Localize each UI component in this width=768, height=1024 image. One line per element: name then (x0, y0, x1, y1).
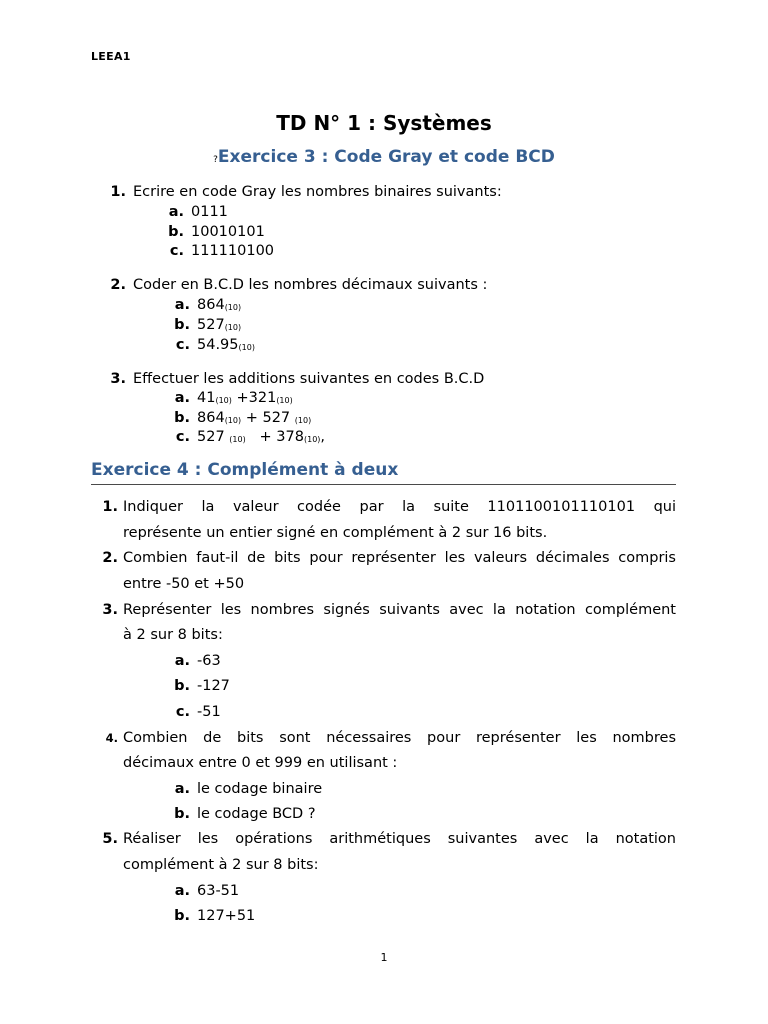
ex3-q2-item-b-label: b. (174, 317, 190, 333)
operand-2: +321 (231, 390, 277, 406)
ex4-q3-item-c-value: -51 (197, 704, 221, 720)
ex3-q2-item-a-label: a. (174, 297, 190, 313)
ex3-q2-item-a (197, 296, 241, 317)
exercise3-heading (0, 147, 768, 167)
ex3-q1-text: Ecrire en code Gray les nombres binaires suivants: (133, 184, 502, 200)
ex3-q3-item-a (197, 389, 293, 410)
operand-2: + 527 (241, 410, 295, 426)
ex4-q5-line1: Réaliser les opérations arithmétiques suivantes avec la notation (123, 831, 676, 847)
heading-underline (91, 484, 676, 485)
ex4-q4-item-b-label: b. (174, 806, 190, 822)
ex3-q3-item-b-label: b. (174, 410, 190, 426)
ex4-q5-item-a-label: a. (174, 883, 190, 899)
ex3-q3-item-c (197, 428, 325, 449)
ex4-q1-line1: Indiquer la valeur codée par la suite 1101100101110101 qui (123, 499, 676, 515)
ex4-q4-item-a-label: a. (174, 781, 190, 797)
operand-2: + 378 (245, 429, 304, 445)
ex4-q5-line2: complément à 2 sur 8 bits: (123, 857, 319, 873)
base-subscript: (10) (276, 396, 293, 405)
ex4-q5-item-b-label: b. (174, 908, 190, 924)
ex4-q3-item-b-label: b. (174, 678, 190, 694)
base-subscript: (10) (238, 343, 255, 352)
ex3-q1-number: 1. (110, 184, 126, 200)
ex3-q2-item-c-label: c. (175, 337, 190, 353)
ex3-q3-item-b (197, 409, 311, 430)
ex3-q1-item-b-value: 10010101 (191, 224, 265, 240)
ex4-q3-item-b-value: -127 (197, 678, 230, 694)
exercise3-title: Exercice 3 : Code Gray et code BCD (217, 147, 555, 167)
ex3-q2-item-c-value: 54.95 (197, 337, 239, 353)
ex3-q2-item-b-value: 527 (197, 317, 225, 333)
ex3-q1-item-c-label: c. (169, 243, 184, 259)
ex4-q3-item-a-label: a. (174, 653, 190, 669)
ex4-q2-line2: entre -50 et +50 (123, 576, 245, 592)
exercise3-mark: ? (213, 155, 218, 165)
ex3-q1-item-a-value: 0111 (191, 204, 228, 220)
base-subscript: (10) (224, 416, 242, 425)
ex4-q4-line1: Combien de bits sont nécessaires pour représenter les nombres (123, 730, 676, 746)
ex4-q5-item-a-value: 63-51 (197, 883, 240, 899)
ex3-q2-item-a-value: 864 (197, 297, 225, 313)
page-number: 1 (380, 951, 388, 964)
base-subscript: (10) (294, 416, 312, 425)
operand-1: 527 (197, 429, 230, 445)
ex4-q3-number: 3. (102, 602, 118, 618)
ex3-q1-item-a-label: a. (168, 204, 184, 220)
base-subscript: (10) (303, 435, 321, 444)
ex4-q1-line2: représente un entier signé en complément à 2 sur 16 bits. (123, 525, 548, 541)
header-tag: LEEA1 (91, 50, 131, 63)
ex3-q2-item-b (197, 316, 241, 337)
page-title: TD N° 1 : Systèmes (276, 111, 492, 135)
base-subscript: (10) (224, 323, 242, 332)
ex4-q2-number: 2. (102, 550, 118, 566)
ex3-q3-item-a-label: a. (174, 390, 190, 406)
base-subscript: (10) (229, 435, 246, 444)
ex4-q5-item-b-value: 127+51 (197, 908, 256, 924)
exercise4-title: Exercice 4 : Complément à deux (91, 460, 399, 480)
trailing-punctuation: , (320, 429, 326, 445)
ex4-q2-line1: Combien faut-il de bits pour représenter les valeurs décimales compris (123, 550, 676, 566)
ex3-q3-number: 3. (110, 371, 126, 387)
ex4-q1-number: 1. (102, 499, 118, 515)
operand-1: 864 (197, 410, 225, 426)
ex4-q4-number: 4. (105, 731, 118, 745)
ex4-q3-item-c-label: c. (175, 704, 190, 720)
operand-1: 41 (197, 390, 216, 406)
ex3-q3-item-c-label: c. (175, 429, 190, 445)
base-subscript: (10) (224, 303, 242, 312)
ex3-q3-text: Effectuer les additions suivantes en codes B.C.D (133, 371, 485, 387)
ex4-q5-number: 5. (102, 831, 118, 847)
ex3-q2-number: 2. (110, 277, 126, 293)
ex4-q4-item-a-value: le codage binaire (197, 781, 323, 797)
ex4-q4-line2: décimaux entre 0 et 999 en utilisant : (123, 755, 398, 771)
ex4-q4-item-b-value: le codage BCD ? (197, 806, 316, 822)
ex3-q2-item-c (197, 336, 255, 357)
base-subscript: (10) (215, 396, 232, 405)
ex4-q3-line1: Représenter les nombres signés suivants avec la notation complément (123, 602, 676, 618)
ex3-q1-item-c-value: 111110100 (191, 243, 275, 259)
ex3-q2-text: Coder en B.C.D les nombres décimaux suivants : (133, 277, 488, 293)
ex4-q3-line2: à 2 sur 8 bits: (123, 627, 223, 643)
ex4-q3-item-a-value: -63 (197, 653, 221, 669)
ex3-q1-item-b-label: b. (168, 224, 184, 240)
